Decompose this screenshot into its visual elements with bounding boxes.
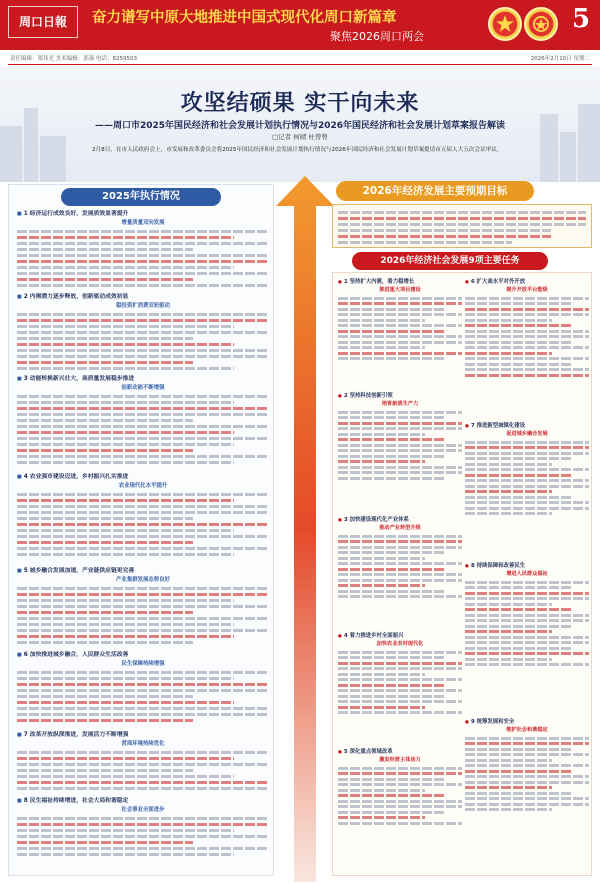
left-column-2025-review — [8, 184, 274, 876]
cppcc-emblem-icon — [524, 7, 558, 41]
section-subtitle: 民生保障持续增强 — [121, 661, 165, 667]
task-block — [338, 393, 462, 482]
task-subtitle: 培育新质生产力 — [381, 401, 419, 407]
tasks-title: 2026年经济社会发展9项主要任务 — [352, 252, 548, 270]
task-block — [338, 749, 462, 827]
task-subtitle: 维护社会和谐稳定 — [506, 727, 548, 733]
review-section — [17, 293, 269, 373]
task-title: ● 7 推进新型城镇化建设 — [465, 423, 589, 430]
review-section — [17, 651, 269, 725]
section-subtitle: 稳投资扩消费双轮驱动 — [116, 303, 170, 309]
national-emblem-icon — [488, 7, 522, 41]
section-subtitle: 农业现代化水平提升 — [118, 483, 168, 489]
masthead-slogan: 奋力谱写中原大地推进中国式现代化周口新篇章 — [92, 10, 397, 26]
info-bar — [0, 52, 600, 64]
task-subtitle: 激发经营主体活力 — [379, 757, 421, 763]
task-title: ● 5 深化重点领域改革 — [338, 749, 462, 756]
section-title: ■ 7 改革开放纵深推进，发展活力不断增强 — [17, 731, 269, 739]
goals-title: 2026年经济发展主要预期目标 — [336, 181, 534, 201]
task-block — [465, 423, 589, 518]
task-block — [338, 633, 462, 717]
review-section — [17, 473, 269, 559]
task-block — [465, 719, 589, 814]
section-title: ■ 8 民生福祉持续增进，社会大局和谐稳定 — [17, 797, 269, 805]
section-subtitle: 社会事业全面进步 — [121, 807, 165, 813]
review-section — [17, 375, 269, 467]
page-number: 5 — [571, 4, 591, 34]
task-title: ● 8 持续保障和改善民生 — [465, 563, 589, 570]
task-block — [338, 279, 462, 363]
task-subtitle: 加快农业农村现代化 — [376, 641, 424, 647]
task-block — [465, 563, 589, 669]
review-section — [17, 797, 269, 859]
task-subtitle: 促进城乡融合发展 — [506, 431, 548, 437]
intro-paragraph: 2月8日，在市人民政府会上，市发展和改革委员会将2025年国民经济和社会发展计划执行情况与2026年国民经济和社会发展计划草案提请市五届人大五次会议审议。 — [92, 147, 503, 153]
section-subtitle: 创新动能不断增强 — [121, 385, 165, 391]
growth-arrow-graphic — [276, 176, 334, 882]
editor-info: 责任编辑：郑伟光 美术编辑：郭强 电话：8259503 — [10, 56, 137, 62]
task-title: ● 9 统筹发展和安全 — [465, 719, 589, 726]
divider — [8, 64, 592, 65]
task-subtitle: 增进人民群众福祉 — [506, 571, 548, 577]
section-subtitle: 产业集群发展态势良好 — [116, 577, 170, 583]
task-subtitle: 推进重大项目建设 — [379, 287, 421, 293]
task-title: ● 2 坚持科技创新引领 — [338, 393, 462, 400]
goals-box — [332, 204, 592, 248]
task-title: ● 6 扩大高水平对外开放 — [465, 279, 589, 286]
section-title: ■ 2 内需潜力逐步释放，创新驱动成效初显 — [17, 293, 269, 301]
task-block — [465, 279, 589, 379]
task-title: ● 3 加快建设现代化产业体系 — [338, 517, 462, 524]
right-column-2026-tasks — [332, 272, 592, 876]
section-title: ■ 5 城乡融合发展加速，产业链供应链更完善 — [17, 567, 269, 575]
issue-date: 2026年2月10日 星期二 — [530, 56, 590, 62]
section-title: ■ 6 加快推进城乡融合，人民群众生活改善 — [17, 651, 269, 659]
review-section — [17, 731, 269, 793]
headline: 攻坚结硕果 实干向未来 — [180, 90, 420, 116]
byline: □记者 柯晴 杜曾曾 — [272, 133, 328, 141]
task-subtitle: 提升开放平台能级 — [506, 287, 548, 293]
review-section — [17, 567, 269, 647]
left-column-title: 2025年执行情况 — [61, 188, 221, 206]
task-block — [338, 517, 462, 601]
section-subtitle: 营商环境持续优化 — [121, 741, 165, 747]
task-subtitle: 推动产业转型升级 — [379, 525, 421, 531]
section-subtitle: 增量质量双向发展 — [121, 220, 165, 226]
section-title: ■ 3 动能转换新兴壮大，高质量发展稳步推进 — [17, 375, 269, 383]
section-title: ■ 4 农业强市建设迈进，乡村振兴扎实推进 — [17, 473, 269, 481]
masthead — [0, 0, 600, 50]
section-title: ■ 1 经济运行成效良好，发展质效显著提升 — [17, 210, 269, 218]
task-title: ● 1 坚持扩大内需，着力稳增长 — [338, 279, 462, 286]
review-section — [17, 210, 269, 290]
article-banner — [0, 66, 600, 182]
subheadline: ——周口市2025年国民经济和社会发展计划执行情况与2026年国民经济和社会发展计划草案报告解读 — [94, 121, 506, 131]
newspaper-logo[interactable]: 周口日報 — [8, 6, 78, 38]
task-title: ● 4 着力推进乡村全面振兴 — [338, 633, 462, 640]
masthead-subtitle: 聚焦2026周口两会 — [330, 30, 424, 43]
